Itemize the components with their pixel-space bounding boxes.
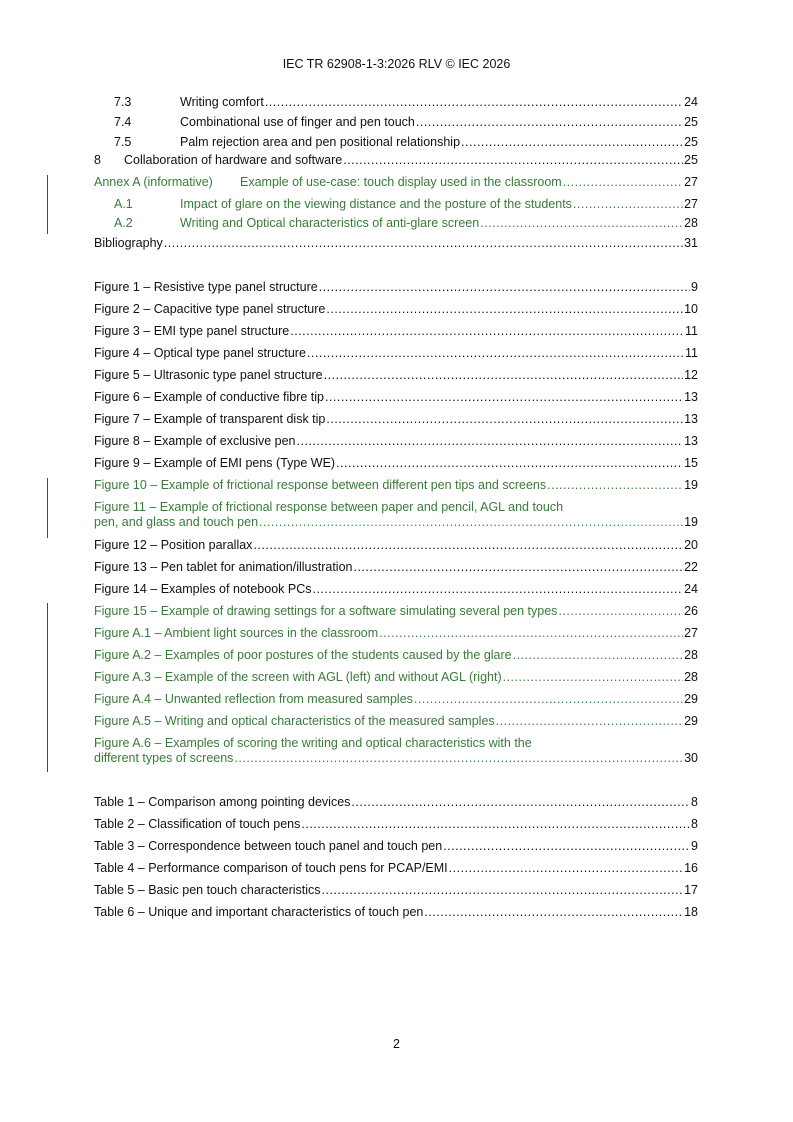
toc-number: 7.4: [114, 115, 132, 129]
table-entry[interactable]: [94, 905, 698, 920]
figure-label: Figure 7 – Example of transparent disk tip: [94, 412, 326, 426]
figure-entry[interactable]: [94, 412, 698, 427]
toc-page: 24: [684, 95, 698, 109]
table-page: 8: [691, 817, 698, 831]
table-page: 9: [691, 839, 698, 853]
leader-dots: [322, 883, 684, 898]
leader-dots: [336, 456, 683, 471]
figure-page: 29: [684, 714, 698, 728]
leader-dots: [480, 216, 683, 231]
toc-entry-annex[interactable]: [94, 175, 698, 190]
leader-dots: [496, 714, 683, 729]
toc-number: A.1: [114, 197, 133, 211]
table-label: Table 4 – Performance comparison of touch pens for PCAP/EMI: [94, 861, 448, 875]
table-entry[interactable]: [94, 839, 698, 854]
toc-page: 25: [684, 135, 698, 149]
figure-label: Figure 13 – Pen tablet for animation/illustration: [94, 560, 353, 574]
figure-label: Figure A.5 – Writing and optical characteristics of the measured samples: [94, 714, 495, 728]
leader-dots: [563, 175, 683, 190]
figure-page: 11: [685, 324, 698, 338]
figure-entry[interactable]: [94, 390, 698, 405]
figure-page: 24: [684, 582, 698, 596]
leader-dots: [547, 478, 683, 493]
page-header: IEC TR 62908-1-3:2026 RLV © IEC 2026: [282, 57, 511, 71]
table-entry[interactable]: [94, 795, 698, 810]
change-bar: [47, 603, 48, 772]
leader-dots: [443, 839, 690, 854]
leader-dots: [259, 515, 683, 530]
figure-entry[interactable]: [94, 670, 698, 685]
figure-label: Figure A.3 – Example of the screen with AGL (left) and without AGL (right): [94, 670, 502, 684]
toc-entry-bibliography[interactable]: [94, 236, 698, 251]
figure-label: Figure A.2 – Examples of poor postures of the students caused by the glare: [94, 648, 512, 662]
toc-page: 25: [684, 153, 698, 167]
figure-label-line1: Figure 11 – Example of frictional response between paper and pencil, AGL and touch: [94, 500, 564, 514]
toc-entry[interactable]: [94, 216, 698, 231]
toc-label: Writing comfort: [180, 95, 264, 109]
figure-entry[interactable]: [94, 604, 698, 619]
figure-label: Figure 12 – Position parallax: [94, 538, 253, 552]
figure-entry[interactable]: [94, 538, 698, 553]
figure-label: Figure 5 – Ultrasonic type panel structure: [94, 368, 323, 382]
leader-dots: [558, 604, 683, 619]
table-page: 8: [691, 795, 698, 809]
leader-dots: [319, 280, 690, 295]
figure-page: 15: [684, 456, 698, 470]
leader-dots: [353, 560, 683, 575]
toc-page: 28: [684, 216, 698, 230]
figure-page: 19: [684, 515, 698, 529]
figure-label: Figure 4 – Optical type panel structure: [94, 346, 306, 360]
leader-dots: [324, 368, 684, 383]
figure-entry[interactable]: [94, 582, 698, 597]
leader-dots: [416, 115, 683, 130]
toc-label: Collaboration of hardware and software: [124, 153, 343, 167]
toc-entry[interactable]: [94, 95, 698, 110]
toc-entry[interactable]: [94, 135, 698, 150]
leader-dots: [414, 692, 683, 707]
leader-dots: [343, 153, 683, 168]
toc-number: Annex A (informative): [94, 175, 213, 189]
leader-dots: [234, 751, 683, 766]
table-page: 16: [684, 861, 698, 875]
toc-page: 25: [684, 115, 698, 129]
figure-label: Figure A.4 – Unwanted reflection from measured samples: [94, 692, 413, 706]
figure-label: Figure 10 – Example of frictional response between different pen tips and screens: [94, 478, 547, 492]
toc-page: 27: [684, 175, 698, 189]
toc-label: Writing and Optical characteristics of anti-glare screen: [180, 216, 480, 230]
leader-dots: [513, 648, 683, 663]
figure-label: Figure 6 – Example of conductive fibre tip: [94, 390, 324, 404]
toc-label: Palm rejection area and pen positional relationship: [180, 135, 461, 149]
leader-dots: [326, 302, 683, 317]
leader-dots: [164, 236, 683, 251]
figure-page: 22: [684, 560, 698, 574]
toc-entry[interactable]: [94, 115, 698, 130]
figure-page: 30: [684, 751, 698, 765]
figure-page: 19: [684, 478, 698, 492]
figure-page: 26: [684, 604, 698, 618]
figure-page: 20: [684, 538, 698, 552]
toc-page: 27: [684, 197, 698, 211]
leader-dots: [265, 95, 683, 110]
leader-dots: [325, 390, 683, 405]
leader-dots: [301, 817, 690, 832]
figure-entry[interactable]: [94, 478, 698, 493]
figure-page: 28: [684, 648, 698, 662]
figure-entry[interactable]: [94, 324, 698, 339]
page-number: 2: [393, 1037, 400, 1051]
figure-entry[interactable]: [94, 648, 698, 663]
leader-dots: [379, 626, 683, 641]
figure-entry[interactable]: [94, 736, 698, 766]
figure-label: Figure 3 – EMI type panel structure: [94, 324, 290, 338]
figure-page: 12: [684, 368, 698, 382]
toc-number: 7.3: [114, 95, 132, 109]
leader-dots: [351, 795, 690, 810]
table-label: Table 2 – Classification of touch pens: [94, 817, 301, 831]
figure-label: Figure 8 – Example of exclusive pen: [94, 434, 296, 448]
leader-dots: [290, 324, 684, 339]
figure-entry[interactable]: [94, 368, 698, 383]
leader-dots: [573, 197, 683, 212]
toc-number: 7.5: [114, 135, 132, 149]
figure-page: 28: [684, 670, 698, 684]
leader-dots: [253, 538, 683, 553]
toc-entry[interactable]: [94, 153, 698, 168]
figure-label: Figure 15 – Example of drawing settings for a software simulating several pen types: [94, 604, 558, 618]
leader-dots: [326, 412, 683, 427]
figure-page: 13: [684, 390, 698, 404]
figure-entry[interactable]: [94, 500, 698, 530]
table-label: Table 1 – Comparison among pointing devices: [94, 795, 351, 809]
figure-label: Figure 14 – Examples of notebook PCs: [94, 582, 312, 596]
figure-entry[interactable]: [94, 280, 698, 295]
figure-page: 13: [684, 412, 698, 426]
figure-page: 27: [684, 626, 698, 640]
leader-dots: [503, 670, 683, 685]
leader-dots: [424, 905, 683, 920]
toc-label: Combinational use of finger and pen touch: [180, 115, 415, 129]
figure-label: different types of screens: [94, 751, 234, 765]
table-page: 18: [684, 905, 698, 919]
figure-page: 13: [684, 434, 698, 448]
toc-page: 31: [684, 236, 698, 250]
table-entry[interactable]: [94, 883, 698, 898]
figure-entry[interactable]: [94, 434, 698, 449]
figure-page: 29: [684, 692, 698, 706]
leader-dots: [297, 434, 684, 449]
figure-label: Figure A.1 – Ambient light sources in the classroom: [94, 626, 379, 640]
toc-number: 8: [94, 153, 101, 167]
toc-label: Example of use-case: touch display used in the classroom: [240, 175, 562, 189]
table-label: Table 6 – Unique and important characteristics of touch pen: [94, 905, 424, 919]
figure-entry[interactable]: [94, 456, 698, 471]
table-entry[interactable]: [94, 817, 698, 832]
toc-number: A.2: [114, 216, 133, 230]
figure-entry[interactable]: [94, 692, 698, 707]
toc-entry[interactable]: [94, 197, 698, 212]
figure-entry[interactable]: [94, 346, 698, 361]
table-page: 17: [684, 883, 698, 897]
table-label: Table 5 – Basic pen touch characteristics: [94, 883, 321, 897]
figure-label: Figure 2 – Capacitive type panel structure: [94, 302, 326, 316]
figure-label: pen, and glass and touch pen: [94, 515, 259, 529]
table-label: Table 3 – Correspondence between touch panel and touch pen: [94, 839, 443, 853]
table-entry[interactable]: [94, 861, 698, 876]
figure-entry[interactable]: [94, 302, 698, 317]
toc-label: Impact of glare on the viewing distance and the posture of the students: [180, 197, 572, 211]
change-bar: [47, 478, 48, 538]
figure-label-line1: Figure A.6 – Examples of scoring the writing and optical characteristics with the: [94, 736, 532, 750]
figure-entry[interactable]: [94, 560, 698, 575]
figure-entry[interactable]: [94, 714, 698, 729]
leader-dots: [307, 346, 684, 361]
leader-dots: [449, 861, 683, 876]
leader-dots: [461, 135, 683, 150]
figure-label: Figure 9 – Example of EMI pens (Type WE): [94, 456, 336, 470]
toc-label: Bibliography: [94, 236, 163, 250]
figure-label: Figure 1 – Resistive type panel structure: [94, 280, 318, 294]
figure-page: 9: [691, 280, 698, 294]
leader-dots: [312, 582, 683, 597]
figure-entry[interactable]: [94, 626, 698, 641]
figure-page: 10: [684, 302, 698, 316]
change-bar: [47, 175, 48, 234]
figure-page: 11: [685, 346, 698, 360]
